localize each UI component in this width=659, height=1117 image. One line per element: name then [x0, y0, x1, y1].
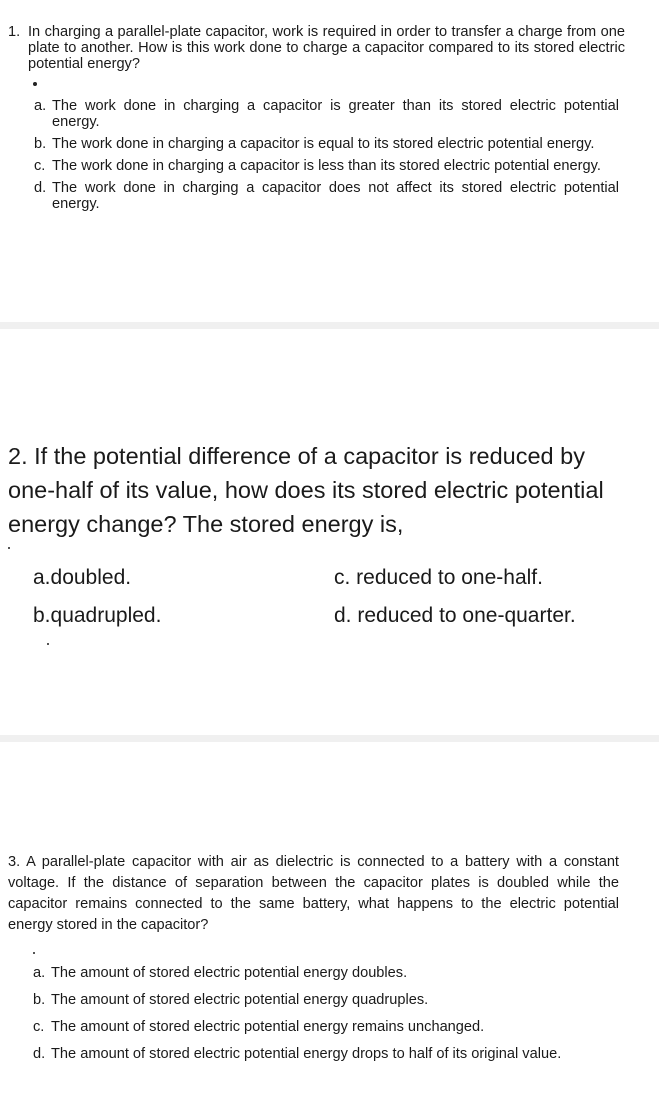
question-3-options [33, 964, 619, 1072]
question-3-text: 3. A parallel-plate capacitor with air as dielectric is connected to a battery with a constant voltage. If the distance of separation between the capacitor plates is doubled while the capacitor remains connected to the same battery, what happens to the electric potential energy stored in the capacitor? [8, 854, 619, 933]
bullet-dot [33, 82, 37, 86]
option-text: The amount of stored electric potential energy quadruples. [51, 992, 429, 1008]
question-1-stem [8, 24, 625, 72]
option-letter: a. [34, 98, 47, 114]
option-text: The work done in charging a capacitor is equal to its stored electric potential energy. [52, 136, 595, 152]
option-text: The work done in charging a capacitor is less than its stored electric potential energy. [52, 158, 601, 174]
question-1-text: In charging a parallel-plate capacitor, work is required in order to transfer a charge from one plate to another. How is this work done to charge a capacitor compared to its stored electric potential energy? [28, 24, 625, 72]
question-1-options [34, 98, 619, 212]
option-letter: c. [33, 1019, 45, 1035]
question-3-option-c[interactable] [33, 1018, 619, 1037]
question-3-option-b[interactable] [33, 991, 619, 1010]
question-3-option-a[interactable] [33, 964, 619, 983]
stray-mark [8, 547, 10, 549]
question-1-option-b[interactable] [34, 136, 619, 152]
stray-mark [33, 952, 35, 954]
question-2-option-b[interactable]: b.quadrupled. [33, 604, 162, 627]
question-1 [0, 24, 659, 218]
stray-mark [47, 643, 49, 645]
question-1-number: 1. [8, 24, 21, 40]
option-text: The work done in charging a capacitor does not affect its stored electric potential energy. [52, 180, 619, 212]
option-letter: a. [33, 965, 46, 981]
question-1-option-d[interactable] [34, 180, 619, 212]
question-1-option-a[interactable] [34, 98, 619, 130]
option-text: The amount of stored electric potential energy doubles. [51, 965, 408, 981]
question-3-option-d[interactable] [33, 1045, 619, 1064]
option-text: The amount of stored electric potential energy remains unchanged. [51, 1019, 485, 1035]
question-2-text: 2. If the potential difference of a capacitor is reduced by one-half of its value, how does its stored electric potential energy change? The stored energy is, [8, 443, 604, 537]
option-letter: b. [34, 136, 47, 152]
question-1-option-c[interactable] [34, 158, 619, 174]
option-letter: c. [34, 158, 46, 174]
question-3 [0, 852, 659, 1062]
question-2 [0, 439, 659, 627]
question-2-option-c[interactable]: c. reduced to one-half. [334, 566, 543, 589]
option-text: The amount of stored electric potential energy drops to half of its original value. [51, 1046, 562, 1062]
option-text: The work done in charging a capacitor is greater than its stored electric potential energy. [52, 98, 619, 130]
option-letter: d. [34, 180, 47, 196]
question-2-option-a[interactable]: a.doubled. [33, 566, 132, 589]
section-divider [0, 735, 659, 742]
option-letter: b. [33, 992, 46, 1008]
question-2-option-d[interactable]: d. reduced to one-quarter. [334, 604, 576, 627]
section-divider [0, 322, 659, 329]
option-letter: d. [33, 1046, 46, 1062]
